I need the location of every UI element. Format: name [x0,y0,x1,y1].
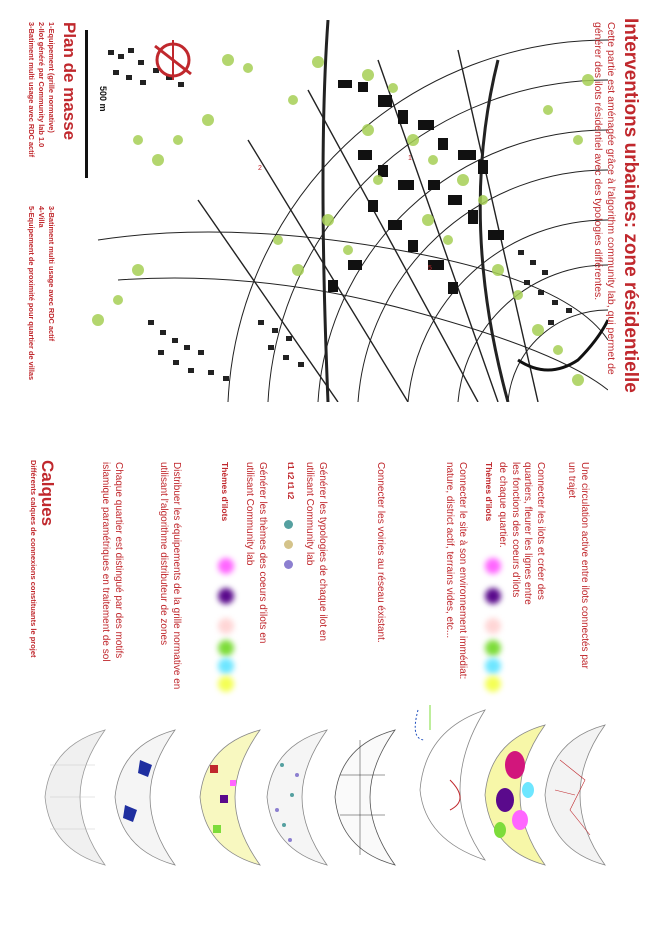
legend-col-1 [26,22,56,157]
type-swatch [284,560,293,569]
theme-swatch [485,640,501,656]
svg-text:2: 2 [258,165,262,172]
scale-bar [85,30,88,178]
type-swatch [284,540,293,549]
calque-row-6-text: Générer les thèmes des coeurs d'ilots en utilisant Community lab [244,462,268,644]
theme-swatch [218,618,234,634]
layer-thumb-4 [330,725,400,870]
intro-line-2: générer des ilots résidentiel avec des typologies différentes. [592,22,604,301]
layer-thumb-6 [195,725,265,870]
layer-thumb-7 [110,725,180,870]
theme-swatch [218,658,234,674]
legend-item: 4-Villa [37,206,46,228]
calque-row-2-sub: Thèmes d'ilots [484,462,494,522]
legend-item: 3-Batiment multi usage avec RDC actif [27,22,36,158]
theme-swatch [218,558,234,574]
master-plan-map [78,20,608,402]
scale-label: 500 m [98,86,108,112]
theme-swatch [485,658,501,674]
type-swatch [284,520,293,529]
calque-row-4-text: Connecter les voiries au réseau éxistant. [375,462,386,643]
calque-row-6-sub: Thèmes d'ilots [220,462,230,522]
legend-item: 1-Equipement (grille normative) [47,22,56,133]
calque-row-3-text: Connecter le site à son environnement immédiat: nature, district actif, terrains vides, etc... [444,462,468,680]
layer-thumb-1 [540,720,610,870]
theme-swatch [485,676,501,692]
calque-row-7-text: Distribuer les équipements de la grille normative en utilisant l'algorithme distributeur de zones [158,462,182,690]
layer-thumb-8 [40,725,110,870]
theme-swatch [218,676,234,692]
theme-swatch [485,618,501,634]
layer-thumb-3 [410,700,490,870]
calques-title: Calques [38,460,57,527]
page-title: Interventions urbaines: zone résidentielle [620,18,641,393]
calque-row-5-text: Générer les typologies de chaque ilot en utilisant Community lab [304,462,328,642]
calque-row-2-text: Connecter les ilots et créer des quartiers, fleurer les lignes entre les fonctions des coeurs d'ilots de chaque quartier. [497,462,546,605]
calques-subtitle: Différents calques de connexions constituants le projet [29,460,38,658]
plan-title: Plan de masse [60,22,79,141]
legend-col-2 [26,206,56,380]
legend-item: 3-Batiment multi usage avec RDC actif [47,206,56,342]
layer-thumb-5 [262,725,332,870]
theme-swatch [218,640,234,656]
legend-item: 5-Equipement de proximité pour quartier de villas [27,206,36,381]
calque-row-5-sub: t1 t2 t1 t2 [286,462,296,500]
theme-swatch [485,588,501,604]
calque-row-1-text: Une circulation active entre ilots connectés par un trajet [566,462,590,669]
layer-thumb-2 [480,720,550,870]
intro-line-1: Cette partie est aménagée grâce à l'algorithm community lab, qui permet de [605,22,617,375]
svg-text:1: 1 [408,155,412,162]
svg-text:5: 5 [428,265,432,272]
legend-item: 2-Ilot généré par Community lab 1.0 [37,22,46,148]
theme-swatch [485,558,501,574]
theme-swatch [218,588,234,604]
calque-row-8-text: Chaque quartier est distingué par des motifs islamique paramétriques en traitement de sol [100,462,124,662]
